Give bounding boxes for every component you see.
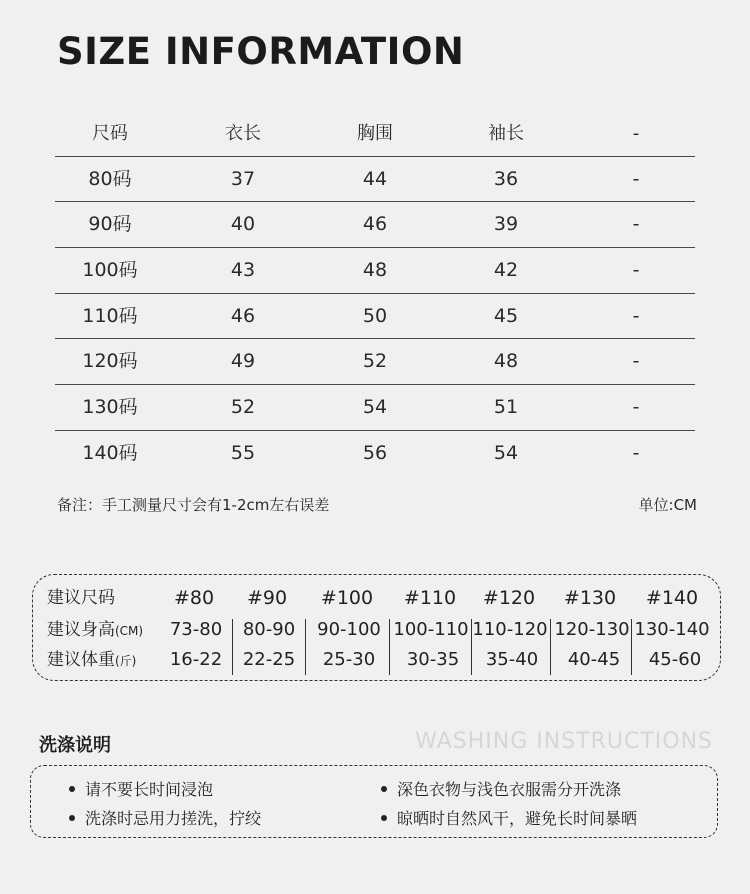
unit-label: 单位:CM — [638, 496, 697, 514]
size-cell: 80码 — [88, 167, 132, 190]
chest-cell: 48 — [362, 259, 388, 282]
weight-range: 35-40 — [485, 649, 539, 670]
table-row — [55, 248, 695, 294]
recommendation-box — [32, 574, 721, 681]
washing-subtitle: WASHING INSTRUCTIONS — [415, 729, 713, 754]
column-divider — [631, 619, 632, 675]
recommended-size: #80 — [173, 587, 215, 609]
height-label-text: 建议身高 — [47, 620, 115, 640]
header-size: 尺码 — [92, 123, 128, 144]
height-range: 73-80 — [169, 619, 223, 640]
column-divider — [232, 619, 233, 675]
height-range: 100-110 — [393, 619, 469, 640]
page-title: SIZE INFORMATION — [57, 30, 465, 73]
length-cell: 46 — [230, 304, 256, 327]
recommended-weight-row — [33, 645, 720, 675]
recommended-height-row — [33, 615, 720, 645]
size-cell: 100码 — [82, 259, 138, 282]
height-range: 110-120 — [472, 619, 548, 640]
sleeve-cell: 48 — [493, 350, 519, 373]
table-row — [55, 294, 695, 340]
table-row — [55, 202, 695, 248]
recommended-size: #90 — [246, 587, 288, 609]
height-range: 130-140 — [634, 619, 710, 640]
table-row — [55, 431, 695, 477]
height-range: 80-90 — [242, 619, 296, 640]
extra-cell: - — [632, 441, 640, 464]
washing-box — [30, 765, 718, 838]
washing-item-text: 洗涤时忌用力搓洗，拧绞 — [85, 809, 262, 828]
length-cell: 37 — [230, 167, 256, 190]
washing-item-text: 晾晒时自然风干，避免长时间暴晒 — [397, 809, 638, 828]
size-cell: 130码 — [82, 396, 138, 419]
recommended-size-label: 建议尺码 — [47, 588, 115, 608]
chest-cell: 54 — [362, 396, 388, 419]
bullet-icon — [381, 815, 387, 821]
recommended-size: #110 — [403, 587, 457, 609]
weight-range: 40-45 — [567, 649, 621, 670]
length-cell: 49 — [230, 350, 256, 373]
table-row — [55, 339, 695, 385]
sleeve-cell: 51 — [493, 396, 519, 419]
table-row — [55, 385, 695, 431]
weight-range: 30-35 — [406, 649, 460, 670]
size-cell: 90码 — [88, 213, 132, 236]
header-chest: 胸围 — [357, 123, 393, 144]
column-divider — [389, 619, 390, 675]
extra-cell: - — [632, 350, 640, 373]
height-unit: (CM) — [115, 624, 144, 638]
column-divider — [305, 619, 306, 675]
column-divider — [471, 619, 472, 675]
sleeve-cell: 54 — [493, 441, 519, 464]
recommended-size: #120 — [482, 587, 536, 609]
sleeve-cell: 36 — [493, 167, 519, 190]
extra-cell: - — [632, 396, 640, 419]
recommended-height-label — [47, 615, 143, 646]
washing-item — [381, 806, 637, 829]
weight-range: 45-60 — [648, 649, 702, 670]
sleeve-cell: 42 — [493, 259, 519, 282]
washing-item — [69, 806, 261, 829]
extra-cell: - — [632, 304, 640, 327]
recommended-weight-label — [47, 645, 136, 676]
length-cell: 52 — [230, 396, 256, 419]
size-cell: 110码 — [82, 304, 138, 327]
chest-cell: 52 — [362, 350, 388, 373]
length-cell: 55 — [230, 441, 256, 464]
header-length: 衣长 — [225, 123, 261, 144]
size-table-header-row — [55, 111, 695, 157]
bullet-icon — [69, 786, 75, 792]
extra-cell: - — [632, 259, 640, 282]
washing-item-text: 请不要长时间浸泡 — [85, 780, 214, 799]
recommended-size: #140 — [645, 587, 699, 609]
chest-cell: 44 — [362, 167, 388, 190]
washing-item-text: 深色衣物与浅色衣服需分开洗涤 — [397, 780, 622, 799]
washing-item — [69, 777, 213, 800]
chest-cell: 56 — [362, 441, 388, 464]
sleeve-cell: 45 — [493, 304, 519, 327]
length-cell: 43 — [230, 259, 256, 282]
chest-cell: 46 — [362, 213, 388, 236]
height-range: 90-100 — [317, 619, 381, 640]
size-table — [55, 111, 695, 477]
washing-title: 洗涤说明 — [39, 735, 111, 756]
measurement-note: 备注：手工测量尺寸会有1-2cm左右误差 — [57, 496, 330, 514]
size-cell: 120码 — [82, 350, 138, 373]
column-divider — [550, 619, 551, 675]
weight-label-text: 建议体重 — [47, 650, 115, 670]
length-cell: 40 — [230, 213, 256, 236]
weight-unit: (斤) — [115, 654, 137, 668]
recommended-size: #130 — [563, 587, 617, 609]
weight-range: 16-22 — [169, 649, 223, 670]
header-sleeve: 袖长 — [488, 123, 524, 144]
weight-range: 25-30 — [322, 649, 376, 670]
header-extra: - — [632, 123, 640, 144]
size-cell: 140码 — [82, 441, 138, 464]
chest-cell: 50 — [362, 304, 388, 327]
recommended-size: #100 — [320, 587, 374, 609]
extra-cell: - — [632, 167, 640, 190]
recommended-size-row — [33, 583, 720, 613]
height-range: 120-130 — [554, 619, 630, 640]
table-row — [55, 157, 695, 203]
weight-range: 22-25 — [242, 649, 296, 670]
bullet-icon — [69, 815, 75, 821]
extra-cell: - — [632, 213, 640, 236]
washing-item — [381, 777, 621, 800]
sleeve-cell: 39 — [493, 213, 519, 236]
bullet-icon — [381, 786, 387, 792]
